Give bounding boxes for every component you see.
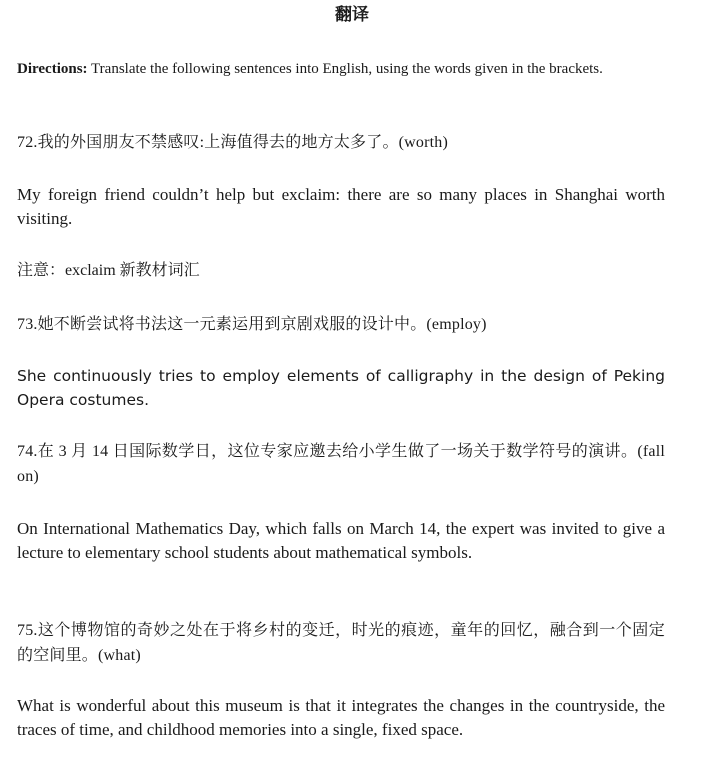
question-73: [17, 312, 665, 337]
directions-text: Translate the following sentences into English, using the words given in the brackets.: [87, 61, 603, 77]
answer-text: My foreign friend couldn’t help but exclaim: there are so many places in Shanghai worth visiting.: [17, 185, 665, 228]
answer-text: She continuously tries to employ elements of calligraphy in the design of Peking Opera costumes.: [17, 367, 665, 409]
answer-73: [17, 364, 665, 412]
question-74: [17, 439, 665, 489]
question-text: 74.在 3 月 14 日国际数学日，这位专家应邀去给小学生做了一场关于数学符号的演讲。(fall on): [17, 443, 665, 485]
directions-label: Directions:: [17, 61, 88, 77]
answer-75: [17, 694, 665, 742]
directions: [17, 57, 665, 81]
answer-text: What is wonderful about this museum is that it integrates the changes in the countryside, the traces of time, and childhood memories into a single, fixed space.: [17, 696, 665, 739]
answer-72: [17, 183, 665, 231]
answer-74: [17, 517, 665, 565]
question-text: 73.她不断尝试将书法这一元素运用到京剧戏服的设计中。(employ): [17, 316, 487, 333]
page-title: 翻译: [335, 5, 369, 25]
question-text: 75.这个博物馆的奇妙之处在于将乡村的变迁，时光的痕迹，童年的回忆，融合到一个固定的空间里。(what): [17, 622, 665, 664]
question-72: [17, 130, 665, 155]
note-72: [17, 259, 665, 283]
question-text: 72.我的外国朋友不禁感叹:上海值得去的地方太多了。(worth): [17, 134, 449, 151]
question-75: [17, 618, 665, 668]
answer-text: On International Mathematics Day, which falls on March 14, the expert was invited to give a lecture to elementary school students about mathematical symbols.: [17, 519, 665, 562]
vocabulary-note: 注意：exclaim 新教材词汇: [17, 262, 200, 279]
